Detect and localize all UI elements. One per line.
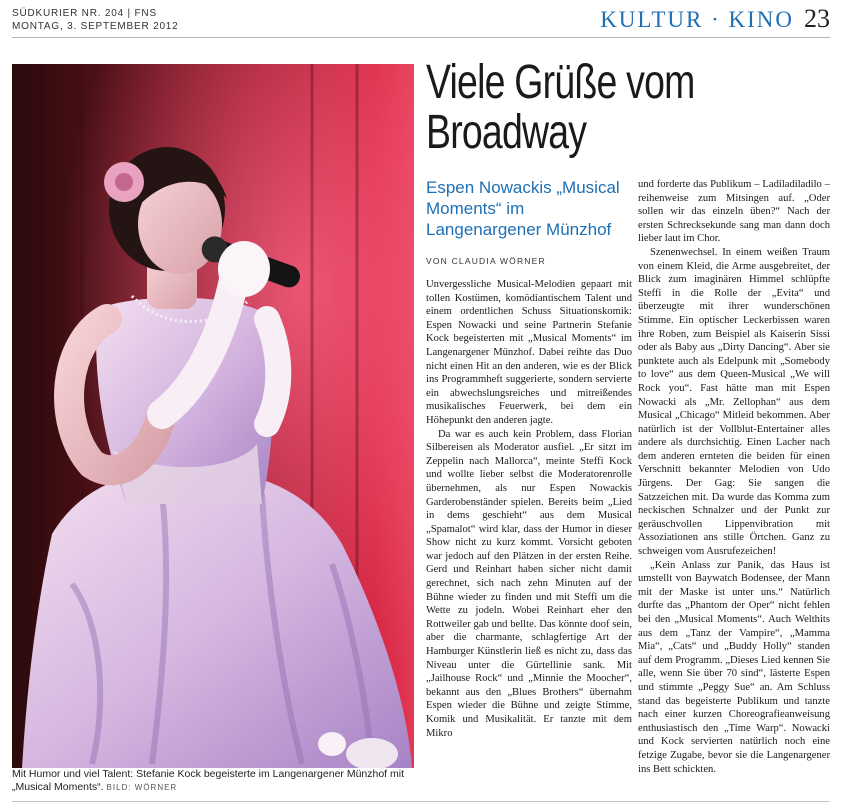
article-column-1 bbox=[426, 278, 632, 740]
paragraph: Unvergessliche Musical-Melodien gepaart mit tollen Kostümen, komödiantischem Talent und einem ordentlichen Schuss Situationskomik: Espen Nowacki und seine Partnerin Stefanie Kock begeisterten mit „Musical Moments“ im Langenargener Münzhof. Dabei reihte das Duo nicht einen Hit an den anderen, wie es der Blick ins Programmheft suggerierte, sondern servierte ein abwechslungsreiches und mitreißendes musikalisches Feuerwerk, bei dem ein Höhepunkt den anderen jagte. bbox=[426, 279, 632, 426]
section-header bbox=[600, 4, 830, 34]
article-subheadline: Espen Nowackis „Musical Moments“ im Langenargener Münzhof bbox=[426, 178, 620, 239]
footer-divider bbox=[12, 801, 830, 802]
page-number: 23 bbox=[804, 4, 830, 33]
header-divider bbox=[12, 37, 830, 38]
paragraph: und forderte das Publikum – Ladiladiladilo – reihenweise zum Mitsingen auf. „Oder sollen wir das einzeln üben?“ Nach der ersten Schrecksekunde sang man dann doch lieber laut im Chor. bbox=[638, 179, 830, 245]
caption-text: Mit Humor und viel Talent: Stefanie Kock begeisterte im Langenargener Münzhof mit „Musical Moments“. bbox=[12, 768, 405, 793]
masthead-info bbox=[12, 7, 179, 33]
paragraph: Da war es auch kein Problem, dass Florian Silbereisen als Moderator ausfiel. „Er sitzt im Zeppelin nach Mallorca“, meinte Steffi Kock und wollte lieber selbst die Moderatorenrolle übernehmen, als nur Espen Nowackis Garderobenständer spielen. Bereits beim „Lied in dems geschieht“ aus dem Musical „Spamalot“ wird klar, dass der Humor in dieser Show nicht zu kurz kommt. Vorsicht geboten war jedoch auf den Plätzen in der ersten Reihe. Gerd und Reinhart haben sicher nicht damit gerechnet, sich nach zehn Minuten auf der Bühne wieder zu finden und mit Steffi um die Wette zu jodeln. Wobei Reinhart eher den Rottweiler gab und bellte. Das könnte doof sein, aber die charmante, schlagfertige Art der Hamburger Künstlerin ließ es nicht zu, dass das Niveau unter die Gürtellinie sank. Mit „Jailhouse Rock“ und „Minnie the Moocher“, bekannt aus den „Blues Brothers“ übernahm Espen wieder die Bühne und zeigte Stimme, Komik und Musikalität. Er tanzte mit dem Mikro bbox=[426, 428, 632, 739]
paragraph: „Kein Anlass zur Panik, das Haus ist umstellt von Baywatch Bodensee, der Mann mit der Maske ist unter uns.“ Natürlich durfte das „Phantom der Oper“ nicht fehlen bei den „Musical Moments“. Auch Welthits aus dem „Tanz der Vampire“, „Mamma Mia“, „Cats“ und „Buddy Holly“ standen auf dem Programm. „Dieses Lied kennen Sie alle, wenn Sie über 70 sind“, lästerte Espen und stimmte „Peggy Sue“ an. Am Schluss stand das begeisterte Publikum und tanzte nach einer kurzen Choreografieanweisung enthusiastisch den „Time Warp“. Nowacki und Kock servierten natürlich noch eine fetzige Zugabe, bevor sie die Langenargener ins Bett schickten. bbox=[638, 559, 830, 775]
photo-credit: BILD: WÖRNER bbox=[106, 783, 178, 792]
article-column-2 bbox=[638, 178, 830, 776]
article-headline: Viele Grüße vom Broadway bbox=[426, 56, 695, 159]
section-title: KULTUR · KINO bbox=[600, 7, 794, 32]
article-photo bbox=[12, 64, 414, 768]
date-line: MONTAG, 3. SEPTEMBER 2012 bbox=[12, 21, 179, 32]
paper-issue-line: SÜDKURIER NR. 204 | FNS bbox=[12, 8, 157, 19]
singer-illustration bbox=[12, 64, 414, 768]
article-byline: VON CLAUDIA WÖRNER bbox=[426, 256, 546, 266]
photo-caption bbox=[12, 768, 414, 794]
paragraph: Szenenwechsel. In einem weißen Traum von einem Kleid, die Arme ausgebreitet, der Blick zum imaginären Himmel schlüpfte Steffi in die Rolle der „Evita“ und überzeugte mit ihrer wunderschönen Stimme. Ein optischer Leckerbissen waren ihre Roben, zum Beispiel als Kaiserin Sissi oder als Baby aus „Dirty Dancing“. Aber sie punktete auch als Edelpunk mit „Somebody to love“ aus dem Queen-Musical „We will Rock you“. Fast hätte man mit Espen Nowacki als „Mr. Zellophan“ aus dem Musical „Chicago“ Mitleid bekommen. Aber natürlich ist der Vollblut-Entertainer alles andere als durchsichtig. Einen Lacher nach dem anderen ernteten die beiden für einen Verschnitt bekannter Melodien von Udo Jürgens. Der Gag: Sie sangen die Satzzeichen mit. Da wurde das Komma zum neckischen Schnalzer und der Punkt zur geräuschvollen Lippenvibration mit Assoziationen ans stille Örtchen. Ganz zu schweigen vom Ausrufezeichen! bbox=[638, 246, 830, 558]
